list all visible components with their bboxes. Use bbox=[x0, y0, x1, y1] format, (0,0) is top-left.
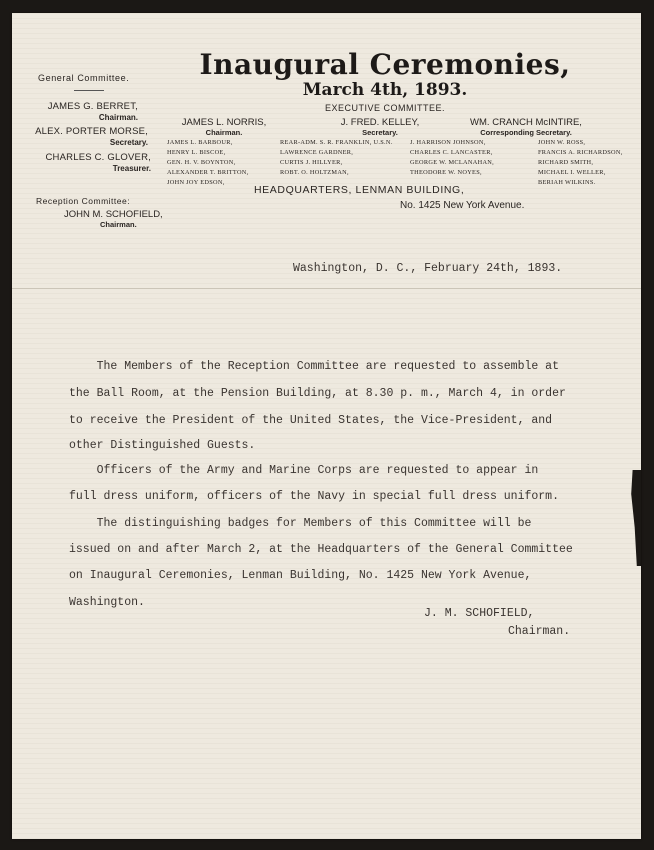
reception-committee-heading: Reception Committee: bbox=[36, 196, 131, 206]
member-column bbox=[280, 138, 393, 178]
reception-chairman-name: JOHN M. SCHOFIELD, bbox=[64, 209, 163, 220]
member-name: LAWRENCE GARDNER, bbox=[280, 149, 354, 156]
member-name: CHARLES C. LANCASTER, bbox=[410, 149, 493, 156]
member-name: REAR-ADM. S. R. FRANKLIN, U.S.N. bbox=[280, 139, 393, 146]
executive-head bbox=[168, 117, 280, 137]
member-name: HENRY L. BISCOE, bbox=[167, 149, 226, 156]
member-name: JAMES L. BARBOUR, bbox=[167, 139, 233, 146]
headquarters-address: No. 1425 New York Avenue. bbox=[400, 200, 525, 211]
general-officer bbox=[20, 152, 151, 173]
member-name: RICHARD SMITH, bbox=[538, 159, 594, 166]
divider bbox=[74, 90, 104, 91]
member-column bbox=[410, 138, 494, 178]
member-name: FRANCIS A. RICHARDSON, bbox=[538, 149, 623, 156]
letterhead-title: Inaugural Ceremonies, bbox=[199, 48, 571, 81]
body-line: on Inaugural Ceremonies, Lenman Building, No. 1425 New York Avenue, bbox=[69, 569, 532, 582]
head-role: Corresponding Secretary. bbox=[480, 128, 572, 137]
body-line: Washington. bbox=[69, 596, 145, 609]
member-name: CURTIS J. HILLYER, bbox=[280, 159, 343, 166]
ceremony-date: March 4th, 1893. bbox=[302, 80, 468, 100]
head-name: J. FRED. KELLEY, bbox=[340, 117, 420, 128]
general-officer bbox=[20, 101, 138, 122]
member-name: JOHN W. ROSS, bbox=[538, 139, 586, 146]
head-name: WM. CRANCH McINTIRE, bbox=[470, 117, 582, 128]
signature-name: J. M. SCHOFIELD, bbox=[424, 607, 535, 620]
body-line: the Ball Room, at the Pension Building, at 8.30 p. m., March 4, in order bbox=[69, 387, 566, 400]
member-name: THEODORE W. NOYES, bbox=[410, 169, 482, 176]
body-line: to receive the President of the United States, the Vice-President, and bbox=[69, 414, 553, 427]
member-name: GEORGE W. MCLANAHAN, bbox=[410, 159, 495, 166]
body-line: The Members of the Reception Committee are requested to assemble at bbox=[69, 360, 559, 373]
head-name: JAMES L. NORRIS, bbox=[181, 117, 267, 128]
officer-role: Secretary. bbox=[109, 138, 148, 147]
headquarters-line: HEADQUARTERS, LENMAN BUILDING, bbox=[254, 184, 465, 196]
officer-role: Chairman. bbox=[98, 113, 138, 122]
body-line: other Distinguished Guests. bbox=[69, 439, 256, 452]
officer-role: Treasurer. bbox=[112, 164, 151, 173]
reception-chairman-role: Chairman. bbox=[100, 220, 137, 229]
member-name: MICHAEL I. WELLER, bbox=[538, 169, 606, 176]
body-line: The distinguishing badges for Members of this Committee will be bbox=[69, 517, 532, 530]
member-name: JOHN JOY EDSON, bbox=[167, 179, 225, 186]
officer-name: ALEX. PORTER MORSE, bbox=[35, 126, 148, 137]
officer-name: CHARLES C. GLOVER, bbox=[45, 152, 151, 163]
general-officer bbox=[20, 126, 148, 147]
member-column bbox=[538, 138, 623, 188]
member-name: ALEXANDER T. BRITTON, bbox=[167, 169, 249, 176]
executive-head bbox=[322, 117, 438, 137]
body-line: full dress uniform, officers of the Navy in special full dress uniform. bbox=[69, 490, 559, 503]
officer-name: JAMES G. BERRET, bbox=[47, 101, 138, 112]
body-line: Officers of the Army and Marine Corps are requested to appear in bbox=[69, 464, 539, 477]
head-role: Secretary. bbox=[362, 128, 398, 137]
executive-committee-heading: EXECUTIVE COMMITTEE. bbox=[324, 103, 445, 113]
member-name: ROBT. O. HOLTZMAN, bbox=[280, 169, 349, 176]
body-line: issued on and after March 2, at the Headquarters of the General Committee bbox=[69, 543, 573, 556]
member-name: J. HARRISON JOHNSON, bbox=[410, 139, 486, 146]
signature-title: Chairman. bbox=[508, 625, 571, 638]
member-column bbox=[167, 138, 249, 188]
fold-crease bbox=[12, 288, 641, 289]
member-name: BERIAH WILKINS. bbox=[538, 179, 596, 186]
member-name: GEN. H. V. BOYNTON, bbox=[167, 159, 236, 166]
head-role: Chairman. bbox=[205, 128, 243, 137]
dateline: Washington, D. C., February 24th, 1893. bbox=[293, 262, 563, 275]
executive-head bbox=[452, 117, 600, 137]
general-committee-heading: General Committee. bbox=[38, 73, 130, 83]
